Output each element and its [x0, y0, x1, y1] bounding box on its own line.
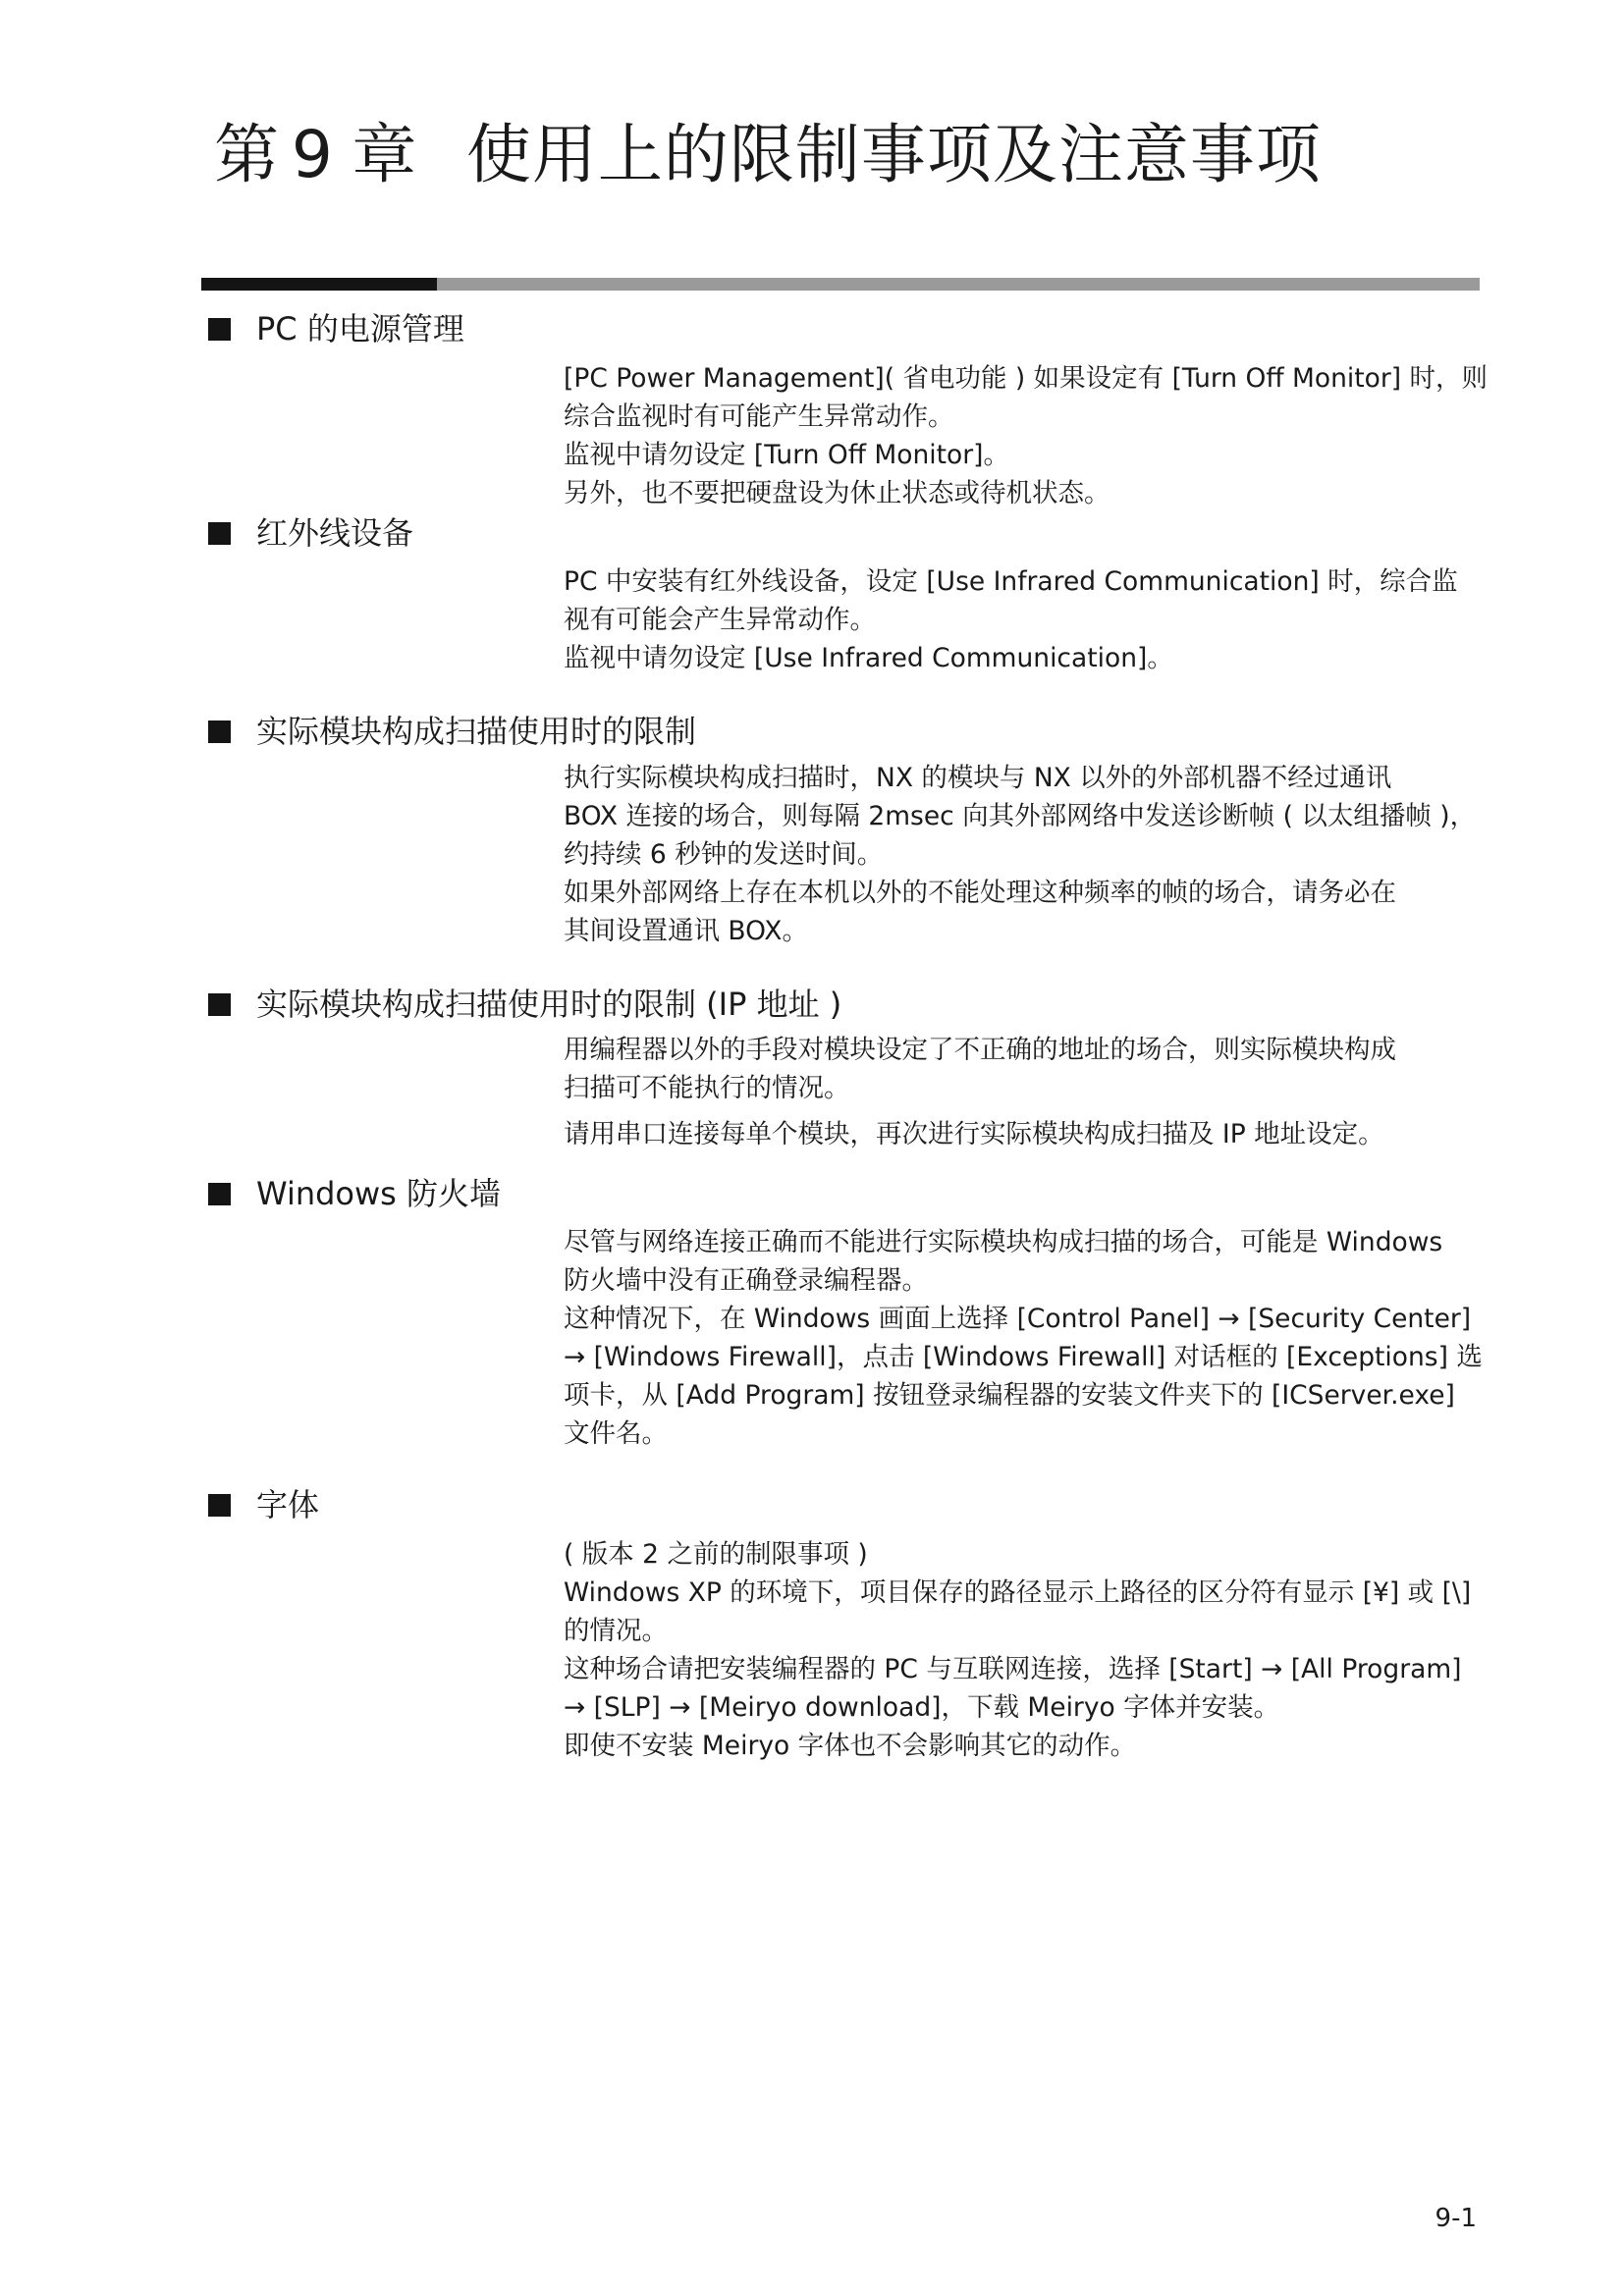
- paragraph-line: 这种情况下，在 Windows 画面上选择 [Control Panel] → [Security Center]: [564, 1304, 1472, 1334]
- square-bullet-icon: [208, 1183, 231, 1205]
- paragraph-line: PC 中安装有红外线设备，设定 [Use Infrared Communication] 时，综合监: [564, 566, 1458, 597]
- section-heading-module-scan: [208, 712, 696, 751]
- section-heading-windows-firewall: [208, 1174, 501, 1213]
- paragraph-line: 的情况。: [564, 1616, 668, 1646]
- chapter-suffix: 章: [352, 117, 418, 192]
- section-body-infrared: [564, 562, 1491, 677]
- square-bullet-icon: [208, 1494, 231, 1517]
- divider-dark-segment: [201, 278, 437, 291]
- section-heading-infrared: [208, 513, 413, 553]
- section-body-windows-firewall: [564, 1223, 1491, 1453]
- paragraph-line: 防火墙中没有正确登录编程器。: [564, 1265, 928, 1296]
- section-heading-text: 字体: [256, 1486, 320, 1523]
- paragraph-line: 这种场合请把安装编程器的 PC 与互联网连接，选择 [Start] → [All Program]: [564, 1654, 1462, 1684]
- paragraph-line: 如果外部网络上存在本机以外的不能处理这种频率的帧的场合，请务必在: [564, 878, 1396, 908]
- paragraph-line: 综合监视时有可能产生异常动作。: [564, 401, 954, 432]
- paragraph-line: 扫描可不能执行的情况。: [564, 1073, 850, 1103]
- square-bullet-icon: [208, 318, 231, 341]
- paragraph-line: 即使不安装 Meiryo 字体也不会影响其它的动作。: [564, 1731, 1137, 1761]
- section-heading-text: PC 的电源管理: [256, 310, 464, 347]
- square-bullet-icon: [208, 522, 231, 545]
- square-bullet-icon: [208, 993, 231, 1016]
- chapter-prefix: 第: [214, 117, 280, 192]
- paragraph-line: 监视中请勿设定 [Use Infrared Communication]。: [564, 643, 1173, 673]
- chapter-title: [214, 116, 1322, 194]
- section-heading-power-management: [208, 309, 464, 348]
- section-body-module-scan: [564, 759, 1491, 950]
- paragraph-line: 监视中请勿设定 [Turn Off Monitor]。: [564, 440, 1009, 470]
- page-number: 9-1: [1435, 2204, 1477, 2233]
- section-body-font: [564, 1535, 1491, 1765]
- paragraph-line: 用编程器以外的手段对模块设定了不正确的地址的场合，则实际模块构成: [564, 1035, 1396, 1065]
- section-heading-text: Windows 防火墙: [256, 1175, 502, 1212]
- paragraph-line: 项卡，从 [Add Program] 按钮登录编程器的安装文件夹下的 [ICServer.exe]: [564, 1380, 1455, 1411]
- divider-light-segment: [437, 278, 1480, 291]
- paragraph-line: → [Windows Firewall]，点击 [Windows Firewall] 对话框的 [Exceptions] 选: [564, 1342, 1483, 1372]
- section-body-module-scan-ip: [564, 1031, 1491, 1153]
- paragraph-line: → [SLP] → [Meiryo download]，下载 Meiryo 字体并安装。: [564, 1692, 1280, 1723]
- section-heading-text: 红外线设备: [256, 514, 414, 552]
- chapter-number: 9: [291, 117, 334, 192]
- paragraph-line: 另外，也不要把硬盘设为休止状态或待机状态。: [564, 478, 1110, 508]
- section-heading-text: 实际模块构成扫描使用时的限制: [256, 713, 697, 750]
- paragraph-line: 其间设置通讯 BOX。: [564, 916, 808, 946]
- section-heading-text: 实际模块构成扫描使用时的限制 (IP 地址 ): [256, 986, 842, 1023]
- paragraph-line: 约持续 6 秒钟的发送时间。: [564, 839, 884, 870]
- section-heading-module-scan-ip: [208, 985, 841, 1024]
- section-heading-font: [208, 1485, 319, 1524]
- paragraph-line: 文件名。: [564, 1418, 668, 1449]
- paragraph-line: Windows XP 的环境下，项目保存的路径显示上路径的区分符有显示 [¥] 或 [\]: [564, 1577, 1472, 1608]
- section-body-power-management: [564, 359, 1491, 512]
- paragraph-line: 视有可能会产生异常动作。: [564, 605, 876, 635]
- paragraph-line: 请用串口连接每单个模块，再次进行实际模块构成扫描及 IP 地址设定。: [564, 1119, 1384, 1149]
- paragraph-line: 尽管与网络连接正确而不能进行实际模块构成扫描的场合，可能是 Windows: [564, 1227, 1443, 1257]
- chapter-title-text: 使用上的限制事项及注意事项: [465, 117, 1322, 192]
- paragraph-line: BOX 连接的场合，则每隔 2msec 向其外部网络中发送诊断帧 ( 以太组播帧 )，: [564, 801, 1477, 831]
- paragraph-line: ( 版本 2 之前的制限事项 ): [564, 1539, 868, 1570]
- paragraph-line: [PC Power Management]( 省电功能 ) 如果设定有 [Turn Off Monitor] 时，则: [564, 363, 1489, 394]
- chapter-divider: [201, 278, 1480, 291]
- paragraph-line: 执行实际模块构成扫描时，NX 的模块与 NX 以外的外部机器不经过通讯: [564, 763, 1392, 793]
- square-bullet-icon: [208, 721, 231, 743]
